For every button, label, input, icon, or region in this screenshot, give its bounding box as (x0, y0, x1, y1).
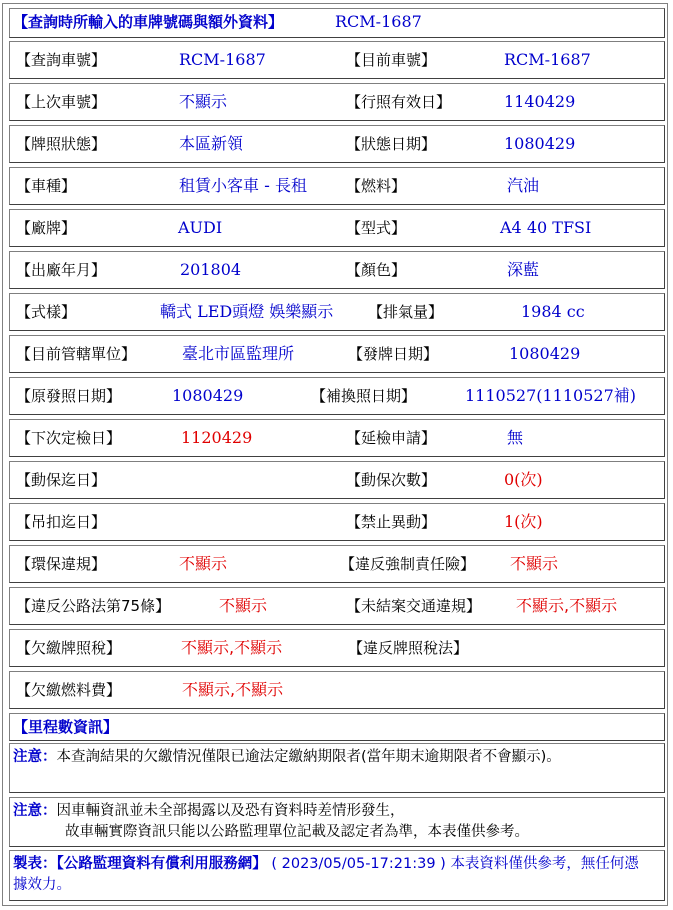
footer-disclaimer: 本表資料僅供參考，無任何憑據效力。 (13, 856, 639, 893)
disclaimer-line-1: 因車輛資訊並未全部揭露以及恐有資料時差情形發生， (56, 803, 405, 819)
info-row (9, 167, 665, 205)
field-value: 1080429 (172, 386, 244, 405)
info-row (9, 209, 665, 247)
field-label: 【目前管轄單位】 (16, 345, 137, 363)
field-value: 不顯示,不顯示 (182, 680, 284, 699)
field-value: 轎式 LED頭燈 娛樂顯示 (160, 302, 334, 321)
note-row (9, 743, 665, 793)
field-value: 深藍 (507, 260, 540, 279)
field-label: 【補換照日期】 (311, 387, 417, 405)
field-value: RCM-1687 (179, 50, 266, 69)
field-value: 0(次) (504, 470, 543, 489)
info-row (9, 545, 665, 583)
info-row (9, 293, 665, 331)
disclaimer-text (13, 801, 653, 843)
field-label: 【未結案交通違規】 (346, 597, 482, 615)
disclaimer-row (9, 797, 665, 847)
field-value: AUDI (178, 218, 223, 237)
field-label: 【牌照狀態】 (16, 135, 107, 153)
field-value: 1080429 (504, 134, 576, 153)
field-label: 【動保次數】 (346, 471, 437, 489)
disclaimer-label: 注意： (13, 803, 57, 819)
field-label: 【顏色】 (346, 261, 407, 279)
note-label: 注意： (13, 749, 57, 765)
field-label: 【目前車號】 (346, 51, 437, 69)
field-value: 1080429 (509, 344, 581, 363)
info-row (9, 587, 665, 625)
field-label: 【欠繳燃料費】 (16, 681, 122, 699)
field-value: RCM-1687 (504, 50, 591, 69)
query-title-value: RCM-1687 (335, 12, 422, 31)
info-row (9, 251, 665, 289)
field-value: A4 40 TFSI (500, 218, 592, 237)
info-row (9, 503, 665, 541)
footer-source: 【公路監理資料有償利用服務網】 (56, 856, 267, 872)
field-value: 無 (507, 428, 524, 447)
footer-row (9, 850, 665, 901)
field-value: 1140429 (504, 92, 576, 111)
field-value: 不顯示,不顯示 (516, 596, 618, 615)
note-content: 本查詢結果的欠繳情況僅限已逾法定繳納期限者(當年期末逾期限者不會顯示)。 (56, 749, 561, 765)
field-label: 【出廠年月】 (16, 261, 107, 279)
field-label: 【延檢申請】 (346, 429, 437, 447)
field-value: 不顯示 (510, 554, 559, 573)
footer-timestamp: ( 2023/05/05-17:21:39 ) (271, 856, 446, 872)
field-value: 1984 cc (521, 302, 585, 321)
field-value: 本區新領 (179, 134, 244, 153)
field-value: 不顯示,不顯示 (181, 638, 283, 657)
field-value: 不顯示 (219, 596, 268, 615)
mileage-heading: 【里程數資訊】 (13, 718, 119, 736)
info-row (9, 629, 665, 667)
field-label: 【違反公路法第75條】 (16, 597, 171, 615)
info-row (9, 377, 665, 415)
disclaimer-line-2: 故車輛實際資訊只能以公路監理單位記載及認定者為準，本表僅供參考。 (65, 824, 529, 840)
info-row (9, 335, 665, 373)
info-row (9, 83, 665, 121)
field-value: 1(次) (504, 512, 543, 531)
info-row (9, 125, 665, 163)
field-label: 【排氣量】 (368, 303, 444, 321)
field-label: 【原發照日期】 (16, 387, 122, 405)
field-label: 【欠繳牌照稅】 (16, 639, 122, 657)
field-label: 【環保違規】 (16, 555, 107, 573)
field-value: 不顯示 (179, 554, 228, 573)
field-value: 1120429 (181, 428, 253, 447)
field-label: 【動保迄日】 (16, 471, 107, 489)
field-label: 【型式】 (346, 219, 407, 237)
field-value: 1110527(1110527補) (465, 386, 637, 405)
field-label: 【車種】 (16, 177, 77, 195)
field-value: 不顯示 (179, 92, 228, 111)
field-label: 【行照有效日】 (346, 93, 452, 111)
footer-label: 製表： (13, 856, 57, 872)
info-row (9, 461, 665, 499)
field-label: 【查詢車號】 (16, 51, 107, 69)
field-label: 【違反強制責任險】 (340, 555, 476, 573)
note-text (13, 747, 653, 768)
footer-text (13, 854, 653, 896)
mileage-row (9, 713, 665, 741)
field-value: 臺北市區監理所 (182, 344, 295, 363)
field-label: 【廠牌】 (16, 219, 77, 237)
field-label: 【狀態日期】 (346, 135, 437, 153)
field-label: 【下次定檢日】 (16, 429, 122, 447)
field-label: 【吊扣迄日】 (16, 513, 107, 531)
field-label: 【上次車號】 (16, 93, 107, 111)
info-row (9, 41, 665, 79)
field-label: 【發牌日期】 (348, 345, 439, 363)
field-label: 【違反牌照稅法】 (348, 639, 469, 657)
field-label: 【燃料】 (346, 177, 407, 195)
field-label: 【禁止異動】 (346, 513, 437, 531)
query-title-row (9, 8, 665, 38)
field-value: 租賃小客車 - 長租 (179, 176, 307, 195)
query-title-label: 【查詢時所輸入的車牌號碼與額外資料】 (13, 13, 284, 31)
field-value: 201804 (180, 260, 242, 279)
field-value: 汽油 (507, 176, 540, 195)
info-row (9, 419, 665, 457)
info-row (9, 671, 665, 709)
field-label: 【式樣】 (16, 303, 77, 321)
